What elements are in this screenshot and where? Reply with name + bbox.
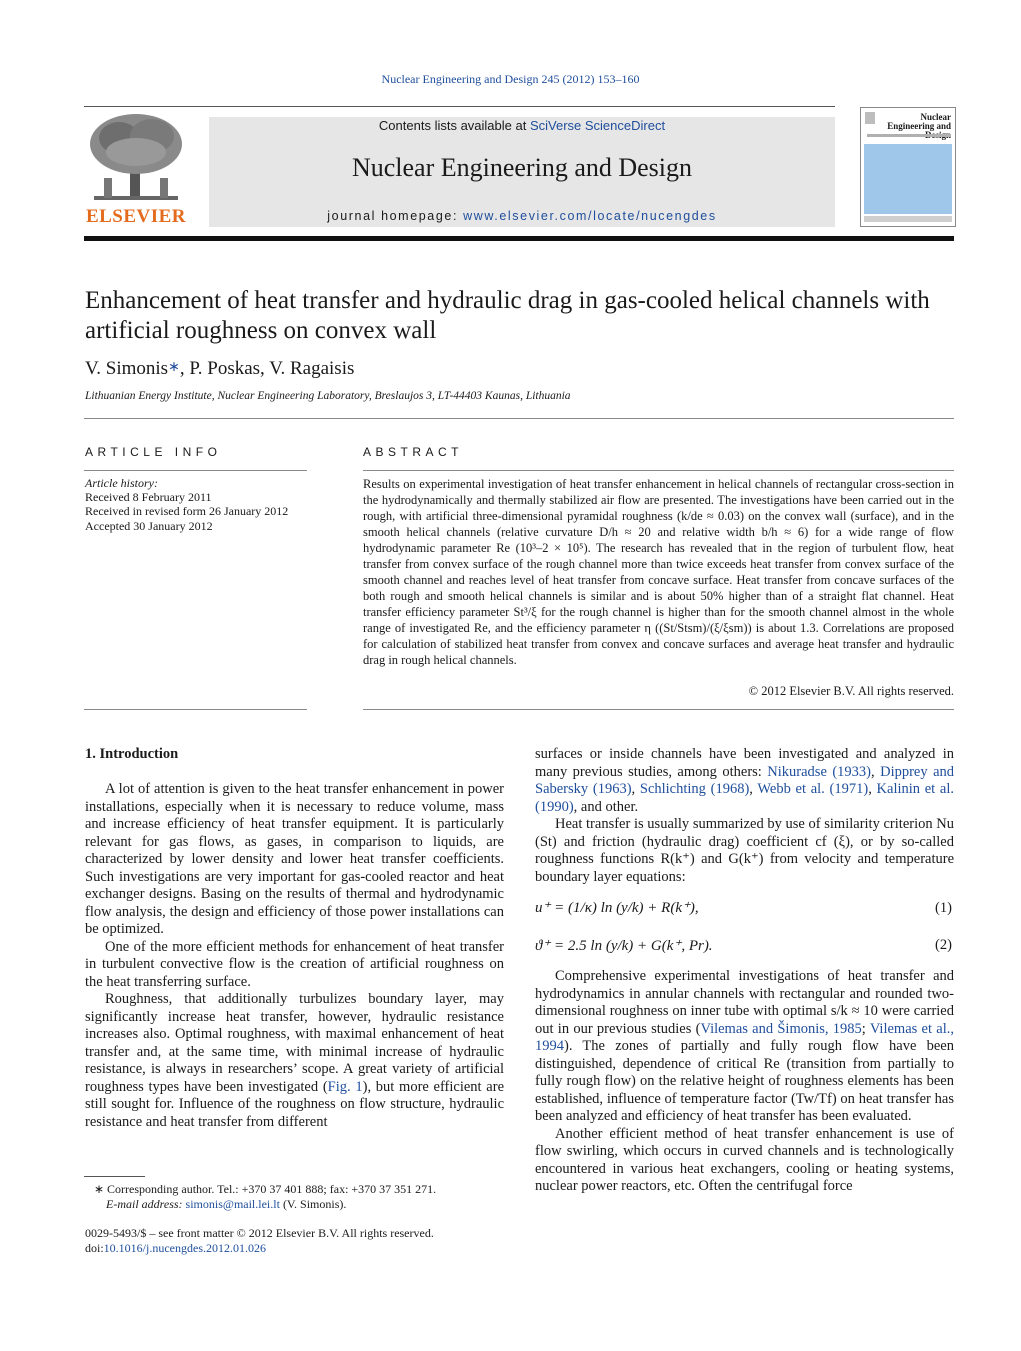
intro-paragraph-3: Roughness, that additionally turbulizes boundary layer, may significantly increase heat transfer, however, hydraulic resistance increases also. Optimal roughness, with maximal enhancement of heat transfer and, at the same time, with minimal increase of hydraulic resistance, is always in researchers’ scope. A great variety of artificial roughness types have been investigated (Fig. 1), but more efficient are still sought for. Influence of the roughness on flow structure, hydraulic resistance and heat transfer from different bbox=[85, 991, 505, 1130]
corresponding-author-details: ∗ Corresponding author. Tel.: +370 37 401 888; fax: +370 37 351 271. bbox=[94, 1182, 437, 1196]
abstract-bottom-rule bbox=[363, 709, 954, 710]
corresponding-author-footnote bbox=[94, 1182, 514, 1212]
abstract-text: Results on experimental investigation of heat transfer enhancement in helical channels of rectangular cross-section in the hydrodynamically and thermally stabilized air flow are presented. The investigations have been carried out in the rough, with artificial three-dimensional pyramidal roughness (k/de ≈ 0.03) on the convex wall (surface), and in the smooth helical channels (relative curvature D/h ≈ 20 and relative width b/h ≈ 6) for a wide range of flow hydrodynamic parameter Re (10³–2 × 10⁵). The research has revealed that in the region of turbulent flow, heat transfer from convex surface of the rough channel more than twice exceeds heat transfer from convex surface of the smooth channel and reaches level of heat transfer from concave surface. Heat transfer from concave surfaces of the both rough and smooth helical channels is similar and is about 50% higher than of a straight flat channel. Heat transfer efficiency parameter St³/ξ for the rough channel is higher than for the smooth channel almost in the whole range of investigated Re, and the efficiency parameter η ((St/Stsm)/(ξ/ξsm)) is about 1.3. Correlations are proposed for calculation of stabilized heat transfer from convex and concave surfaces and average heat transfer and hydraulic drag in rough helical channels. bbox=[363, 477, 954, 667]
intro-paragraph-2: One of the more efficient methods for enhancement of heat transfer in turbulent convective flow is the creation of artificial roughness on the heat transferring surface. bbox=[85, 938, 504, 990]
article-info-bottom-rule bbox=[84, 709, 307, 710]
ref-vilemas-et-al[interactable]: Vilemas et al., 1994 bbox=[535, 1020, 954, 1054]
ref-dipprey[interactable]: Dipprey and Sabersky (1963) bbox=[535, 763, 955, 797]
article-title: Enhancement of heat transfer and hydraulic drag in gas-cooled helical channels with artificial roughness on convex wall bbox=[85, 287, 930, 344]
article-history bbox=[85, 476, 315, 533]
doi-line: doi:10.1016/j.nucengdes.2012.01.026 bbox=[85, 1241, 266, 1255]
affiliation: Lithuanian Energy Institute, Nuclear Engineering Laboratory, Breslaujos 3, LT-44403 Kaunas, Lithuania bbox=[85, 390, 571, 402]
intro-paragraph-6: Comprehensive experimental investigations of heat transfer and hydrodynamics in annular channels with rectangular and rounded two-dimensional roughness on inner tube with optimal s/k ≈ 10 were carried out in our previous studies (Vilemas and Šimonis, 1985; Vilemas et al., 1994). The zones of partially and fully rough flow have been distinguished, dependence of critical Re (transition from partially to fully rough flow) on the relative height of roughness elements has been established, influence of temperature factor (Tw/Tf) on heat transfer has been analyzed and efficiency of heat transfer has been evaluated. bbox=[535, 968, 954, 1124]
intro-left-column bbox=[85, 781, 504, 1131]
intro-right-column-bottom bbox=[535, 968, 954, 1196]
article-info-heading: ARTICLE INFO bbox=[85, 445, 222, 459]
section-heading-introduction: 1. Introduction bbox=[85, 746, 179, 762]
equation-1-number: (1) bbox=[935, 900, 952, 916]
equation-2: ϑ⁺ = 2.5 ln (y/k) + G(k⁺, Pr). bbox=[535, 938, 713, 954]
corresponding-author-marker[interactable]: ∗ bbox=[168, 360, 180, 375]
journal-banner bbox=[209, 117, 835, 227]
journal-cover-thumbnail bbox=[860, 107, 956, 227]
ref-kalinin[interactable]: Kalinin et al. (1990) bbox=[535, 781, 954, 815]
abstract-copyright: © 2012 Elsevier B.V. All rights reserved. bbox=[748, 684, 954, 698]
history-label: Article history: bbox=[85, 476, 158, 490]
email-line: E-mail address: simonis@mail.lei.lt (V. Simonis). bbox=[106, 1197, 347, 1211]
header-rule bbox=[84, 106, 835, 107]
ref-webb[interactable]: Webb et al. (1971) bbox=[757, 781, 869, 797]
email-link[interactable]: simonis@mail.lei.lt bbox=[185, 1197, 280, 1211]
doi-link[interactable]: 10.1016/j.nucengdes.2012.01.026 bbox=[103, 1241, 266, 1255]
authors: V. Simonis∗, P. Poskas, V. Ragaisis bbox=[85, 358, 355, 379]
abstract-rule bbox=[363, 470, 954, 471]
received-date: Received 8 February 2011 bbox=[85, 490, 212, 505]
article-info-rule bbox=[84, 470, 307, 471]
journal-title: Nuclear Engineering and Design bbox=[351, 153, 693, 182]
intro-right-column-top bbox=[535, 746, 954, 886]
cover-footer-bar bbox=[864, 216, 952, 222]
homepage-link[interactable]: www.elsevier.com/locate/nucengdes bbox=[463, 209, 717, 223]
ref-schlichting[interactable]: Schlichting (1968) bbox=[639, 781, 750, 797]
elsevier-wordmark: ELSEVIER bbox=[85, 206, 187, 227]
intro-paragraph-1: A lot of attention is given to the heat transfer enhancement in power installations, especially when it is necessary to reduce volume, mass and increase efficiency of heat transfer equipment. It is particularly relevant for gas flows, as gases, in comparison to liquids, are characterized by lower density and lower heat transfer coefficients. Such investigations are very important for gas-cooled reactor and heat exchanger designs. Basing on the results of thermal and hydrodynamic flow analysis, the design and efficiency of those power installations can be optimized. bbox=[85, 781, 504, 937]
homepage-line: journal homepage: www.elsevier.com/locate/nucengdes bbox=[327, 209, 717, 223]
equation-2-number: (2) bbox=[935, 937, 952, 953]
issn-doi-block bbox=[85, 1226, 505, 1256]
abstract-heading: ABSTRACT bbox=[363, 445, 464, 459]
cover-subtitle-bar bbox=[867, 134, 951, 137]
intro-paragraph-5: Heat transfer is usually summarized by use of similarity criterion Nu (St) and friction (hydraulic drag) coefficient cf (ξ), or by so-called roughness functions R(k⁺) and G(k⁺) from velocity and temperature boundary layer equations: bbox=[535, 816, 954, 885]
cover-publisher-icon bbox=[865, 112, 875, 124]
cover-image bbox=[864, 144, 952, 214]
cover-title: Nuclear Engineering and bbox=[887, 112, 951, 131]
accepted-date: Accepted 30 January 2012 bbox=[85, 518, 213, 533]
sciencedirect-link[interactable]: SciVerse ScienceDirect bbox=[529, 118, 666, 133]
title-rule bbox=[84, 418, 954, 419]
intro-paragraph-4: surfaces or inside channels have been investigated and analyzed in many previous studies, among others: Nikuradse (1933), Dipprey and Sabersky (1963), Schlichting (1968), Webb et al. (1971), Kalinin et al. (1990), and other. bbox=[535, 746, 955, 815]
equation-1: u⁺ = (1/κ) ln (y/k) + R(k⁺), bbox=[535, 900, 699, 916]
contents-line: Contents lists available at SciVerse ScienceDirect bbox=[378, 118, 666, 133]
issn-line: 0029-5493/$ – see front matter © 2012 Elsevier B.V. All rights reserved. bbox=[85, 1226, 434, 1240]
footnote-rule bbox=[84, 1176, 145, 1177]
ref-nikuradse[interactable]: Nikuradse (1933) bbox=[767, 763, 871, 780]
ref-vilemas-simonis[interactable]: Vilemas and Šimonis, 1985 bbox=[700, 1020, 862, 1037]
figure-1-link[interactable]: Fig. 1 bbox=[327, 1078, 363, 1095]
journal-citation[interactable]: Nuclear Engineering and Design 245 (2012) 153–160 bbox=[381, 72, 640, 86]
header-thick-rule bbox=[84, 236, 954, 241]
revised-date: Received in revised form 26 January 2012 bbox=[85, 504, 289, 519]
intro-paragraph-7: Another efficient method of heat transfer enhancement is use of flow swirling, which occurs in curved channels and is technologically encountered in various heat exchangers, cooling or heating systems, nuclear power reactors, etc. Often the centrifugal force bbox=[535, 1125, 954, 1194]
